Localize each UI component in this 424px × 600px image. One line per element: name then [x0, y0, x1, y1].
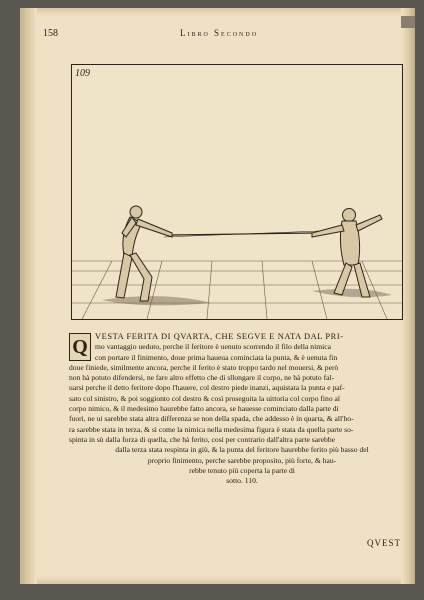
catchword: QVEST: [367, 538, 401, 548]
text-line: VESTA FERITA DI QVARTA, CHE SEGVE E NATA DAL PRI-: [95, 332, 344, 341]
fencing-engraving: [72, 65, 402, 319]
text-line: proprio finimento, perche sarebbe proposito, più forte, & hau-: [147, 455, 337, 465]
text-line: fuori, ne ui sarebbe stata altra differenza se non della spada, che addesso è in quarta, & all'ho-: [69, 414, 354, 424]
text-line: ra sarebbe stata in terza, & sì come la nimica nella medesima figura è stata da quella parte so-: [69, 424, 354, 434]
text-line: sotto. 110.: [226, 476, 258, 486]
text-line: doue finiede, similmente ancora, perche il ferito è stato troppo tardo nel mouersi, & però: [69, 362, 339, 372]
text-line: spinta in sù dalla forza di quella, che hà ferito, così per contrario dall'altra parte sarebbe: [69, 434, 335, 444]
page-number: 158: [43, 28, 58, 39]
body-text: [69, 332, 415, 486]
decorated-initial: Q: [69, 333, 91, 361]
scan-tab: [401, 16, 415, 28]
running-head: Libro Secondo: [179, 28, 259, 38]
text-line: mo vantaggio ueduto, perche il feritore è uenuto scorrendo il filo della nimica: [95, 342, 331, 352]
text-line: uarsi perche il detto feritore dopo l'hauere, col destro piede inanzi, aquistata la punta e paf-: [69, 383, 345, 393]
text-line: non hà potuto difendersi, ne fare altro effetto che di sllongare il corpo, ne hà potuto fal-: [69, 373, 335, 383]
plate-number: 109: [75, 68, 90, 79]
text-line: sato col sinistro, & poi soggionto col destro & così proseguita la uittoria col corpo fino al: [69, 393, 341, 403]
text-line: corpo nimico, & il medesimo haurebbe fatto ancora, se hauesse cominciato dalla parte di: [69, 404, 339, 414]
text-line: con portare il finimento, doue prima haueua cominciata la punta, & è uenuta fin: [95, 352, 338, 362]
page-header: [23, 28, 415, 44]
text-line: dalla terza stata respinta in giù, & la punta del feritore haurebbe ferito più basso del: [115, 445, 369, 455]
page-edge: [401, 8, 415, 584]
page-gutter: [23, 8, 37, 584]
book-page: [20, 8, 415, 584]
engraving-plate: [71, 64, 403, 320]
text-line: rebbe tenuto più coperta la parte di: [189, 465, 295, 475]
